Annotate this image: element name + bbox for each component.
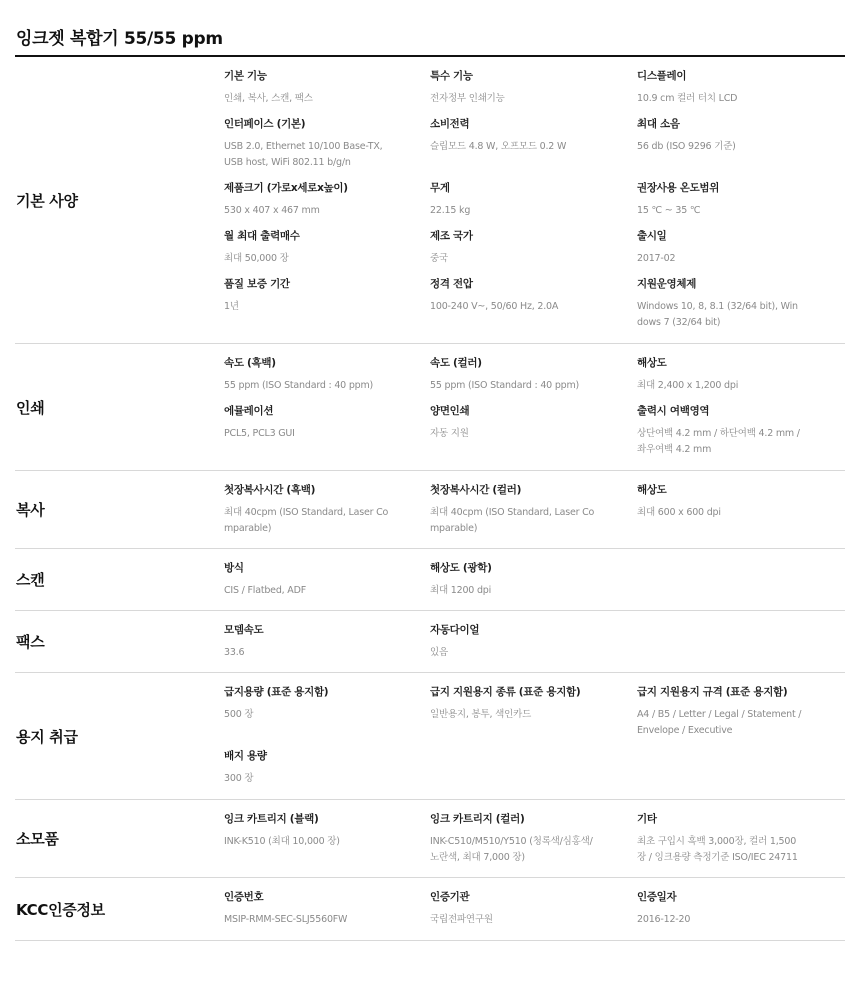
spec-label: 월 최대 출력매수	[224, 230, 300, 242]
spec-label: 속도 (흑백)	[224, 357, 276, 369]
spec-label: 속도 (컬러)	[430, 357, 482, 369]
spec-item	[430, 623, 595, 661]
spec-value: MSIP-RMM-SEC-SLJ5560FW	[224, 914, 348, 925]
spec-value: 최대 50,000 장	[224, 253, 289, 264]
spec-item	[637, 812, 802, 866]
spec-item	[224, 356, 389, 394]
spec-item	[637, 69, 802, 107]
spec-item	[224, 890, 389, 928]
spec-value: 55 ppm (ISO Standard : 40 ppm)	[430, 380, 580, 391]
spec-value: 일반용지, 봉투, 색인카드	[430, 709, 532, 720]
spec-label: 급지 지원용지 규격 (표준 용지함)	[637, 686, 788, 698]
spec-value: A4 / B5 / Letter / Legal / Statement / Envelope / Executive	[637, 709, 802, 736]
spec-item	[637, 117, 802, 155]
spec-item	[430, 483, 595, 537]
spec-item	[637, 181, 802, 219]
spec-item	[224, 404, 389, 442]
page-title: 잉크젯 복합기 55/55 ppm	[16, 29, 223, 49]
spec-item	[224, 181, 389, 219]
spec-value: 2016-12-20	[637, 914, 691, 925]
spec-section	[15, 673, 845, 800]
spec-value: 인쇄, 복사, 스캔, 팩스	[224, 93, 313, 104]
spec-label: 양면인쇄	[430, 405, 470, 417]
spec-value: 최대 1200 dpi	[430, 585, 492, 596]
spec-item	[637, 685, 802, 739]
spec-item	[224, 623, 389, 661]
spec-value: 100-240 V~, 50/60 Hz, 2.0A	[430, 301, 559, 312]
section-title: 용지 취급	[16, 727, 78, 746]
spec-section	[15, 611, 845, 673]
spec-value: 300 장	[224, 773, 254, 784]
spec-value: 최대 40cpm (ISO Standard, Laser Comparable)	[224, 507, 389, 534]
spec-label: 모뎀속도	[224, 624, 264, 636]
spec-label: 디스플레이	[637, 70, 687, 82]
spec-label: 인증번호	[224, 891, 264, 903]
spec-section	[15, 57, 845, 344]
spec-item	[224, 812, 389, 850]
spec-value: 2017-02	[637, 253, 676, 264]
spec-section	[15, 344, 845, 471]
spec-label: 기타	[637, 813, 657, 825]
spec-label: 해상도	[637, 357, 667, 369]
section-title: 팩스	[16, 633, 45, 651]
spec-value: 최대 2,400 x 1,200 dpi	[637, 380, 739, 391]
spec-item	[224, 561, 389, 599]
section-title: 소모품	[16, 830, 59, 848]
spec-value: 최대 600 x 600 dpi	[637, 507, 721, 518]
spec-item	[224, 483, 389, 537]
spec-label: 인증일자	[637, 891, 677, 903]
section-title: 복사	[16, 501, 45, 519]
spec-label: 특수 기능	[430, 70, 473, 82]
spec-label: 첫장복사시간 (컬러)	[430, 484, 522, 496]
spec-label: 출시일	[637, 230, 667, 242]
spec-label: 정격 전압	[430, 278, 473, 290]
spec-item	[430, 181, 595, 219]
spec-value: 상단여백 4.2 mm / 하단여백 4.2 mm / 좌우여백 4.2 mm	[637, 428, 800, 455]
spec-value: 최초 구입시 흑백 3,000장, 컬러 1,500장 / 잉크용량 측정기준 ISO/IEC 24711	[637, 836, 798, 863]
spec-section	[15, 878, 845, 941]
spec-item	[637, 404, 802, 458]
spec-section	[15, 549, 845, 611]
spec-section	[15, 800, 845, 878]
spec-section	[15, 471, 845, 549]
spec-label: 배지 용량	[224, 750, 267, 762]
spec-table	[15, 57, 845, 941]
spec-value: 10.9 cm 컬러 터치 LCD	[637, 93, 738, 104]
spec-label: 지원운영체제	[637, 278, 697, 290]
spec-value: Windows 10, 8, 8.1 (32/64 bit), Windows 7 (32/64 bit)	[637, 301, 798, 328]
spec-value: 최대 40cpm (ISO Standard, Laser Comparable)	[430, 507, 595, 534]
spec-value: 15 ℃ ~ 35 ℃	[637, 205, 701, 216]
spec-value: 슬립모드 4.8 W, 오프모드 0.2 W	[430, 141, 567, 152]
spec-label: 제조 국가	[430, 230, 473, 242]
spec-item	[224, 117, 389, 171]
spec-label: 최대 소음	[637, 118, 680, 130]
spec-item	[224, 685, 389, 723]
spec-value: 1년	[224, 301, 239, 312]
spec-item	[224, 277, 389, 315]
spec-item	[430, 356, 595, 394]
section-title: 스캔	[16, 571, 45, 589]
spec-label: 무게	[430, 182, 450, 194]
spec-value: 중국	[430, 253, 448, 264]
spec-item	[430, 404, 595, 442]
spec-item	[430, 229, 595, 267]
section-title: 인쇄	[16, 398, 45, 417]
spec-value: INK-C510/M510/Y510 (청록색/심홍색/노란색, 최대 7,000 장)	[430, 836, 593, 863]
spec-value: 있음	[430, 647, 448, 658]
spec-item	[637, 356, 802, 394]
spec-label: 해상도	[637, 484, 667, 496]
spec-label: 급지 지원용지 종류 (표준 용지함)	[430, 686, 581, 698]
spec-item	[224, 69, 389, 107]
spec-label: 기본 기능	[224, 70, 267, 82]
spec-label: 권장사용 온도범위	[637, 182, 720, 194]
spec-value: 56 db (ISO 9296 기준)	[637, 141, 736, 152]
spec-value: 22.15 kg	[430, 205, 471, 216]
spec-item	[430, 685, 595, 723]
spec-value: INK-K510 (최대 10,000 장)	[224, 836, 340, 847]
spec-label: 인터페이스 (기본)	[224, 118, 306, 130]
section-title: KCC인증정보	[16, 900, 105, 919]
spec-label: 에뮬레이션	[224, 405, 274, 417]
spec-label: 첫장복사시간 (흑백)	[224, 484, 316, 496]
spec-label: 잉크 카트리지 (컬러)	[430, 813, 525, 825]
spec-label: 소비전력	[430, 118, 470, 130]
spec-item	[430, 117, 595, 155]
spec-value: 55 ppm (ISO Standard : 40 ppm)	[224, 380, 374, 391]
spec-value: 자동 지원	[430, 428, 469, 439]
spec-item	[637, 483, 802, 521]
spec-item	[637, 890, 802, 928]
spec-item	[430, 277, 595, 315]
spec-item	[430, 69, 595, 107]
spec-item	[430, 561, 595, 599]
spec-value: 530 x 407 x 467 mm	[224, 205, 320, 216]
spec-value: 500 장	[224, 709, 254, 720]
spec-label: 인증기관	[430, 891, 470, 903]
spec-label: 해상도 (광학)	[430, 562, 492, 574]
spec-label: 품질 보증 기간	[224, 278, 290, 290]
spec-item	[430, 890, 595, 928]
spec-item	[224, 229, 389, 267]
spec-value: PCL5, PCL3 GUI	[224, 428, 295, 439]
spec-label: 자동다이얼	[430, 624, 480, 636]
section-title: 기본 사양	[16, 191, 78, 210]
spec-item	[430, 812, 595, 866]
spec-label: 출력시 여백영역	[637, 405, 710, 417]
spec-value: 33.6	[224, 647, 245, 658]
spec-item	[224, 749, 389, 787]
spec-value: CIS / Flatbed, ADF	[224, 585, 306, 596]
spec-item	[637, 229, 802, 267]
spec-item	[637, 277, 802, 331]
spec-label: 잉크 카트리지 (블랙)	[224, 813, 319, 825]
spec-value: 전자정부 인쇄기능	[430, 93, 505, 104]
spec-value: 국립전파연구원	[430, 914, 493, 925]
spec-value: USB 2.0, Ethernet 10/100 Base-TX, USB host, WiFi 802.11 b/g/n	[224, 141, 383, 168]
spec-label: 제품크기 (가로x세로x높이)	[224, 182, 348, 194]
spec-label: 급지용량 (표준 용지함)	[224, 686, 329, 698]
spec-label: 방식	[224, 562, 244, 574]
